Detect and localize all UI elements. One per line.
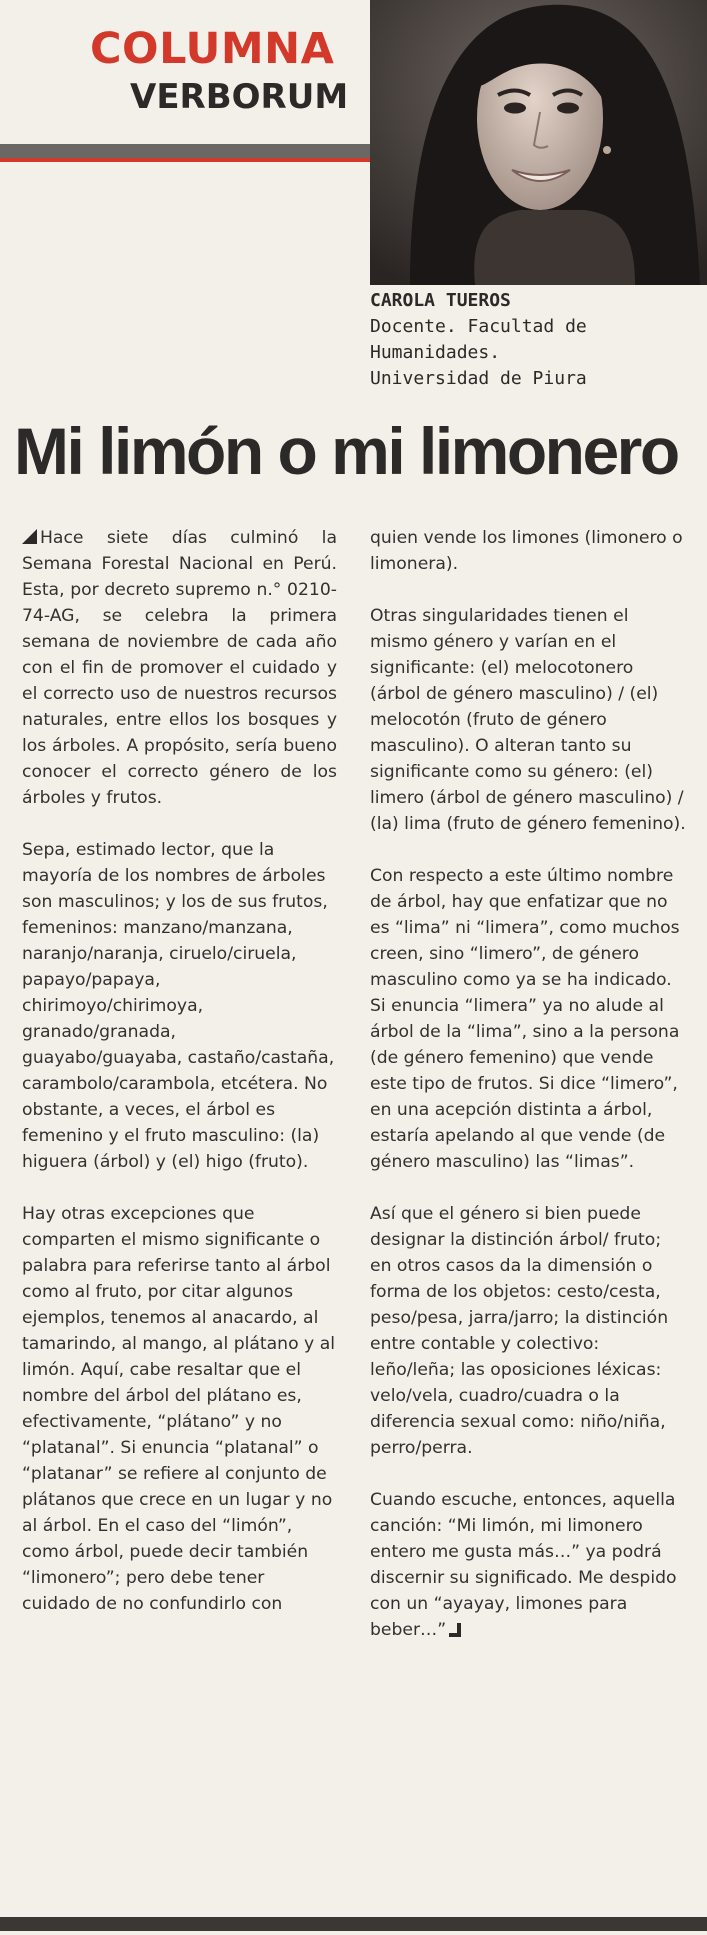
article-column-left	[22, 525, 337, 1643]
article-column-right	[370, 525, 688, 1669]
article-paragraph: quien vende los limones (limonero o limonera).	[370, 528, 683, 574]
article-end-marker	[449, 1623, 461, 1637]
header-red-rule	[0, 158, 370, 162]
article-paragraph: Otras singularidades tienen el mismo género y varían en el significante: (el) melocotonero (árbol de género masculino) / (el) melocotón (fruto de género masculino). O alteran tanto su significante como su género: (el) limero (árbol de género masculino) / (la) lima (fruto de género femenino).	[370, 606, 686, 834]
article-paragraph: Sepa, estimado lector, que la mayoría de los nombres de árboles son masculinos; y los de sus frutos, femeninos: manzano/manzana, naranjo/naranja, ciruelo/ciruela, papayo/papaya, chirimoyo/chirimoya, granado/granada, guayabo/guayaba, castaño/castaña, carambolo/carambola, etcétera. No obstante, a veces, el árbol es femenino y el fruto masculino: (la) higuera (árbol) y (el) higo (fruto).	[22, 840, 335, 1172]
article-paragraph: Hace siete días culminó la Semana Forestal Nacional en Perú. Esta, por decreto supremo n.° 0210-74-AG, se celebra la primera semana de noviembre de cada año con el fin de promover el cuidado y el correcto uso de nuestros recursos naturales, entre ellos los bosques y los árboles. A propósito, sería bueno conocer el correcto género de los árboles y frutos.	[22, 528, 337, 808]
author-name: CAROLA TUEROS	[370, 290, 511, 311]
author-role: Docente. Facultad de	[370, 316, 587, 337]
column-title: COLUMNA	[90, 24, 335, 74]
footer-rule	[0, 1917, 707, 1931]
author-faculty: Humanidades.	[370, 342, 501, 363]
article-paragraph: Hay otras excepciones que comparten el mismo significante o palabra para referirse tanto al árbol como al fruto, por citar algunos ejemplos, tenemos al anacardo, al tamarindo, al mango, al plátano y al limón. Aquí, cabe resaltar que el nombre del árbol del plátano es, efectivamente, “plátano” y no “platanal”. Si enuncia “platanal” o “platanar” se refiere al conjunto de plátanos que crece en un lugar y no al árbol. En el caso del “limón”, como árbol, puede decir también “limonero”; pero debe tener cuidado de no confundirlo con	[22, 1204, 336, 1614]
article-paragraph: Así que el género si bien puede designar la distinción árbol/ fruto; en otros casos da la dimensión o forma de los objetos: cesto/cesta, peso/pesa, jarra/jarro; la distinción entre contable y colectivo: leño/leña; las oposiciones léxicas: velo/vela, cuadro/cuadra o la diferencia sexual como: niño/niña, perro/perra.	[370, 1204, 669, 1458]
article-paragraph: Con respecto a este último nombre de árbol, hay que enfatizar que no es “lima” ni “limera”, como muchos creen, sino “limero”, de género masculino como ya se ha indicado. Si enuncia “limera” ya no alude al árbol de la “lima”, sino a la persona (de género femenino) que vende este tipo de frutos. Si dice “limero”, en una acepción distinta a árbol, estaría apelando al que vende (de género masculino) las “limas”.	[370, 866, 680, 1172]
author-university: Universidad de Piura	[370, 368, 587, 389]
column-subtitle: VERBORUM	[130, 77, 349, 117]
article-headline: Mi limón o mi limonero	[14, 414, 678, 488]
article-start-marker	[22, 529, 37, 544]
article-paragraph: Cuando escuche, entonces, aquella canción: “Mi limón, mi limonero entero me gusta más…” ya podrá discernir su significado. Me despido con un “ayayay, limones para beber…”	[370, 1490, 677, 1640]
author-photo	[370, 0, 707, 285]
header-grey-rule	[0, 144, 370, 158]
